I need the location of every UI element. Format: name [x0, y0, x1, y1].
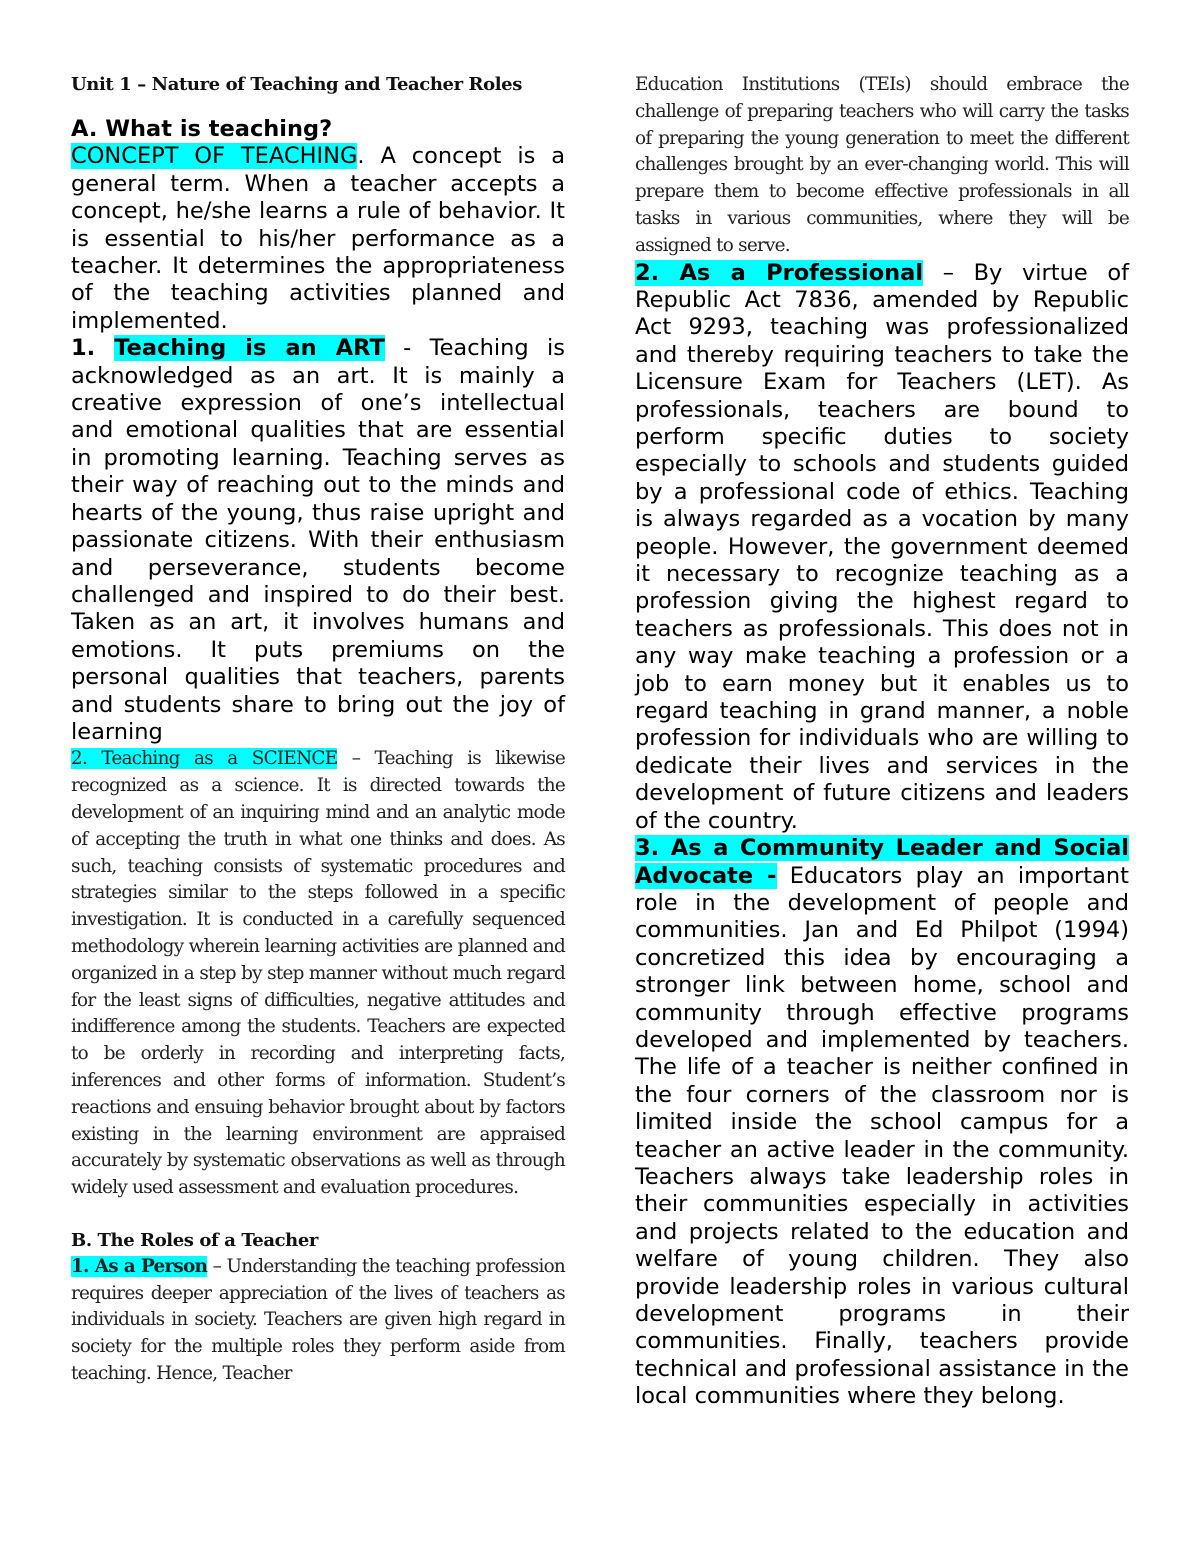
person-continued-paragraph: Education Institutions (TEIs) should embrace the challenge of preparing teachers who will carry the tasks of preparing the young generation to meet the different challenges brought by an ever-changing world. This will prepare them to become effective professionals in all tasks in various communities, where they will be assigned to serve. — [635, 74, 1129, 256]
art-number: 1. — [71, 335, 115, 362]
section-a-heading — [71, 116, 565, 143]
art-paragraph — [71, 335, 565, 746]
community-text: Educators play an important role in the development of people and communities. Jan and Ed Philpot (1994) concretized this idea by encouraging a stronger link between home, school and community through effective programs developed and implemented by teachers. The life of a teacher is neither confined in the four corners of the classroom nor is limited inside the school campus for a teacher an active leader in the community. Teachers always take leadership roles in their communities especially in activities and projects related to the education and welfare of young children. They also provide leadership roles in various cultural development programs in their communities. Finally, teachers provide technical and professional assistance in the local communities where they belong. — [635, 862, 1129, 1410]
art-text: - Teaching is acknowledged as an art. It is mainly a creative expression of one’s intellectual and emotional qualities that are essential in promoting learning. Teaching serves as their way of reaching out to the minds and hearts of the young, thus raise upright and passionate citizens. With their enthusiasm and perseverance, students become challenged and inspired to do their best. Taken as an art, it involves humans and emotions. It puts premiums on the personal qualities that teachers, parents and students share to bring out the joy of learning — [71, 335, 565, 745]
science-paragraph — [71, 746, 565, 1202]
concept-label: CONCEPT OF TEACHING — [71, 143, 358, 170]
person-text: – Understanding the teaching profession requires deeper appreciation of the lives of teachers as individuals in society. Teachers are given high regard in society for the multiple roles they perform aside from teaching. Hence, Teacher — [71, 1255, 565, 1385]
unit-title: Unit 1 – Nature of Teaching and Teacher Roles — [71, 74, 522, 95]
community-label: 3. As a Community Leader and Social Advocate - — [635, 835, 1129, 889]
person-label: 1. As a Person — [71, 1255, 208, 1277]
right-column — [635, 72, 1129, 1411]
section-a-heading-text: A. What is teaching? — [71, 116, 333, 142]
community-paragraph — [635, 835, 1129, 1411]
professional-text: – By virtue of Republic Act 7836, amended by Republic Act 9293, teaching was professionalized and thereby requiring teachers to take the Licensure Exam for Teachers (LET). As professionals, teachers are bound to perform specific duties to society especially to schools and students guided by a professional code of ethics. Teaching is always regarded as a vocation by many people. However, the government deemed it necessary to recognize teaching as a profession giving the highest regard to teachers as professionals. This does not in any way make teaching a profession or a job to earn money but it enables us to regard teaching in grand manner, a noble profession for individuals who are willing to dedicate their lives and services in the development of future citizens and leaders of the country. — [635, 259, 1130, 834]
left-column — [71, 72, 565, 1388]
professional-label: 2. As a Professional — [635, 259, 924, 286]
professional-paragraph — [635, 260, 1129, 836]
person-paragraph — [71, 1254, 565, 1388]
section-b-heading: B. The Roles of a Teacher — [71, 1229, 318, 1251]
science-label: 2. Teaching as a SCIENCE — [71, 748, 338, 770]
concept-paragraph — [71, 143, 565, 335]
science-text: – Teaching is likewise recognized as a science. It is directed towards the development of an inquiring mind and an analytic mode of accepting the truth in what one thinks and does. As such, teaching consists of systematic procedures and strategies similar to the steps followed in a specific investigation. It is conducted in a carefully sequenced methodology wherein learning activities are planned and organized in a step by step manner without much regard for the least signs of difficulties, negative attitudes and indifference among the students. Teachers are expected to be orderly in recording and interpreting facts, inferences and other forms of information. Student’s reactions and ensuing behavior brought about by factors existing in the learning environment are appraised accurately by systematic observations as well as through widely used assessment and evaluation procedures. — [71, 748, 566, 1199]
art-label: Teaching is an ART — [114, 335, 385, 362]
concept-text: . A concept is a general term. When a teacher accepts a concept, he/she learns a rule of behavior. It is essential to his/her performance as a teacher. It determines the appropriateness of the teaching activities planned and implemented. — [71, 143, 565, 334]
